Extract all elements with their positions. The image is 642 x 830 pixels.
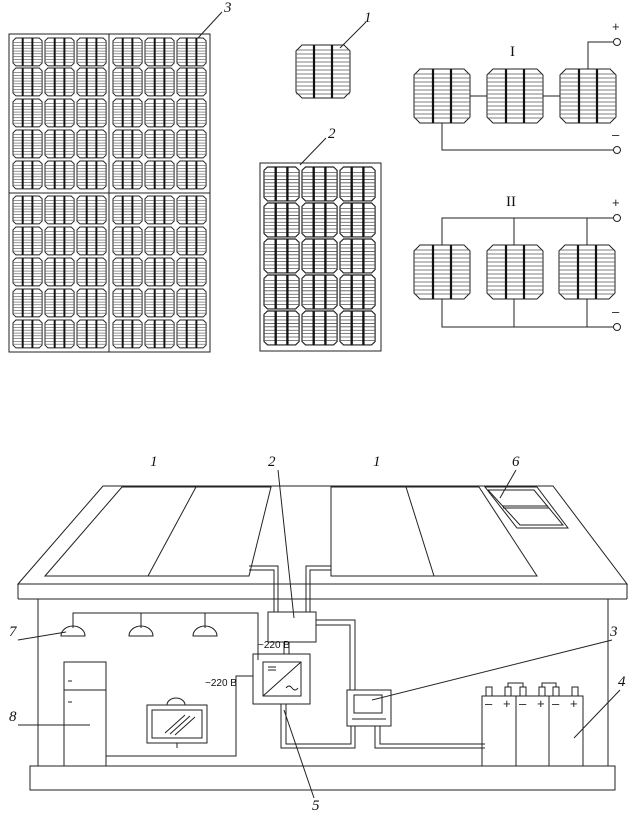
label-fridge: 8: [9, 709, 17, 725]
solar-module: [260, 163, 381, 351]
series-plus-sign: +: [612, 19, 620, 34]
solar-collector: [485, 487, 568, 528]
house: [18, 486, 627, 790]
voltage-left: ~220 В: [205, 678, 237, 689]
leader-cell: [340, 22, 366, 48]
leader-collector: [500, 470, 516, 498]
solar-array: [9, 34, 210, 352]
label-module: 2: [328, 126, 336, 142]
label-controller: 3: [610, 624, 618, 640]
battery-sign: –: [485, 696, 493, 711]
leader-module: [300, 138, 326, 165]
series-minus-sign: –: [612, 127, 620, 142]
battery-sign: –: [519, 696, 527, 711]
series-minus-terminal: [614, 147, 621, 154]
refrigerator: [64, 662, 106, 766]
battery-sign: –: [552, 696, 560, 711]
label-panel-left: 1: [150, 454, 158, 470]
voltage-top: ~220 В: [258, 640, 290, 651]
label-lamps: 7: [9, 624, 17, 640]
parallel-minus-sign: –: [612, 304, 620, 319]
solar-panel-right: [331, 487, 537, 576]
label-batteries: 4: [618, 674, 626, 690]
label-panel-right: 1: [373, 454, 381, 470]
leader-inverter: [284, 710, 314, 798]
parallel-minus-terminal: [614, 324, 621, 331]
series-numeral: I: [510, 44, 515, 60]
label-array: 3: [224, 0, 232, 16]
parallel-plus-sign: +: [612, 195, 620, 210]
series-plus-terminal: [614, 39, 621, 46]
single-cell: [296, 45, 350, 98]
leader-lamps: [18, 632, 66, 640]
battery-sign: +: [570, 696, 578, 711]
parallel-plus-terminal: [614, 215, 621, 222]
roof: [18, 486, 627, 584]
television: [147, 698, 207, 748]
junction-box: [268, 612, 316, 642]
leader-batteries: [574, 690, 620, 738]
label-junction-box: 2: [268, 454, 276, 470]
label-collector: 6: [512, 454, 520, 470]
battery-signs: [485, 696, 578, 711]
floor-slab: [30, 766, 615, 790]
parallel-numeral: II: [506, 194, 516, 210]
lamps: [61, 626, 217, 636]
leader-junction-box: [278, 470, 294, 618]
series-connection: [414, 19, 621, 154]
batteries: [482, 683, 583, 766]
label-inverter: 5: [312, 798, 320, 814]
battery-sign: +: [537, 696, 545, 711]
solar-panel-left: [45, 487, 271, 576]
parallel-connection: [414, 194, 621, 331]
battery-sign: +: [503, 696, 511, 711]
label-cell: 1: [364, 10, 372, 26]
